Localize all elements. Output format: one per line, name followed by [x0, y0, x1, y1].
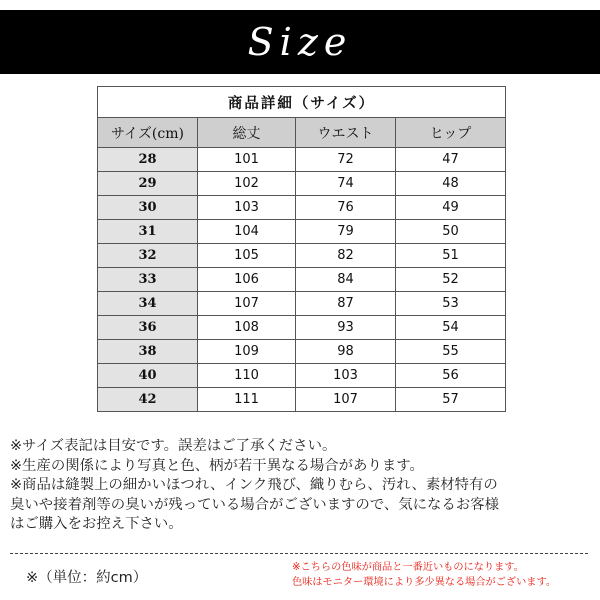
cell-length: 109 — [198, 340, 296, 364]
size-table — [97, 86, 506, 412]
cell-length: 108 — [198, 316, 296, 340]
cell-waist: 76 — [296, 196, 396, 220]
table-row — [98, 172, 506, 196]
cell-hip: 57 — [396, 388, 506, 412]
table-row — [98, 316, 506, 340]
table-row — [98, 148, 506, 172]
cell-length: 101 — [198, 148, 296, 172]
header-hip: ヒップ — [396, 118, 506, 148]
cell-size: 32 — [98, 244, 198, 268]
table-body — [98, 148, 506, 412]
table-row — [98, 292, 506, 316]
note-line: ※サイズ表記は目安です。誤差はご了承ください。 — [10, 438, 337, 454]
color-note-line: ※こちらの色味が商品と一番近いものになります。 — [292, 562, 524, 573]
unit-label: ※（単位：約cm） — [26, 570, 148, 586]
cell-size: 40 — [98, 364, 198, 388]
cell-length: 104 — [198, 220, 296, 244]
note-line: 臭いや接着剤等の臭いが残っている場合がございますので、気になるお客様 — [10, 496, 499, 513]
color-note-line: 色味はモニター環境により多少異なる場合がございます。 — [292, 577, 557, 588]
dashed-divider — [10, 553, 588, 554]
table-header-row — [98, 118, 506, 148]
header-waist: ウエスト — [296, 118, 396, 148]
note-line: ※商品は縫製上の細かいほつれ、インク飛び、織りむら、汚れ、素材特有の — [10, 477, 498, 493]
cell-waist: 103 — [296, 364, 396, 388]
cell-hip: 50 — [396, 220, 506, 244]
cell-size: 31 — [98, 220, 198, 244]
color-note — [292, 560, 592, 590]
cell-hip: 54 — [396, 316, 506, 340]
table-row — [98, 196, 506, 220]
note-line: はご購入をお控え下さい。 — [10, 516, 183, 532]
cell-hip: 49 — [396, 196, 506, 220]
cell-size: 29 — [98, 172, 198, 196]
cell-size: 33 — [98, 268, 198, 292]
header-length: 総丈 — [198, 118, 296, 148]
cell-waist: 72 — [296, 148, 396, 172]
cell-waist: 84 — [296, 268, 396, 292]
table-row — [98, 268, 506, 292]
cell-hip: 47 — [396, 148, 506, 172]
cell-hip: 48 — [396, 172, 506, 196]
cell-waist: 93 — [296, 316, 396, 340]
cell-waist: 79 — [296, 220, 396, 244]
table-caption: 商品詳細（サイズ） — [98, 87, 506, 118]
cell-size: 36 — [98, 316, 198, 340]
cell-waist: 98 — [296, 340, 396, 364]
cell-size: 30 — [98, 196, 198, 220]
cell-length: 106 — [198, 268, 296, 292]
banner-title: Size — [247, 20, 353, 64]
cell-size: 34 — [98, 292, 198, 316]
table-row — [98, 220, 506, 244]
cell-hip: 56 — [396, 364, 506, 388]
table-row — [98, 340, 506, 364]
header-size: サイズ(cm) — [98, 118, 198, 148]
cell-length: 107 — [198, 292, 296, 316]
cell-size: 28 — [98, 148, 198, 172]
title-banner — [0, 10, 600, 74]
cell-waist: 87 — [296, 292, 396, 316]
cell-waist: 82 — [296, 244, 396, 268]
cell-size: 42 — [98, 388, 198, 412]
cell-length: 111 — [198, 388, 296, 412]
cell-waist: 107 — [296, 388, 396, 412]
cell-hip: 53 — [396, 292, 506, 316]
notes — [10, 437, 595, 535]
cell-length: 105 — [198, 244, 296, 268]
cell-hip: 51 — [396, 244, 506, 268]
table-row — [98, 388, 506, 412]
table-row — [98, 364, 506, 388]
cell-length: 103 — [198, 196, 296, 220]
cell-length: 110 — [198, 364, 296, 388]
table-row — [98, 244, 506, 268]
cell-hip: 52 — [396, 268, 506, 292]
cell-length: 102 — [198, 172, 296, 196]
cell-size: 38 — [98, 340, 198, 364]
note-line: ※生産の関係により写真と色、柄が若干異なる場合があります。 — [10, 457, 424, 474]
cell-hip: 55 — [396, 340, 506, 364]
cell-waist: 74 — [296, 172, 396, 196]
